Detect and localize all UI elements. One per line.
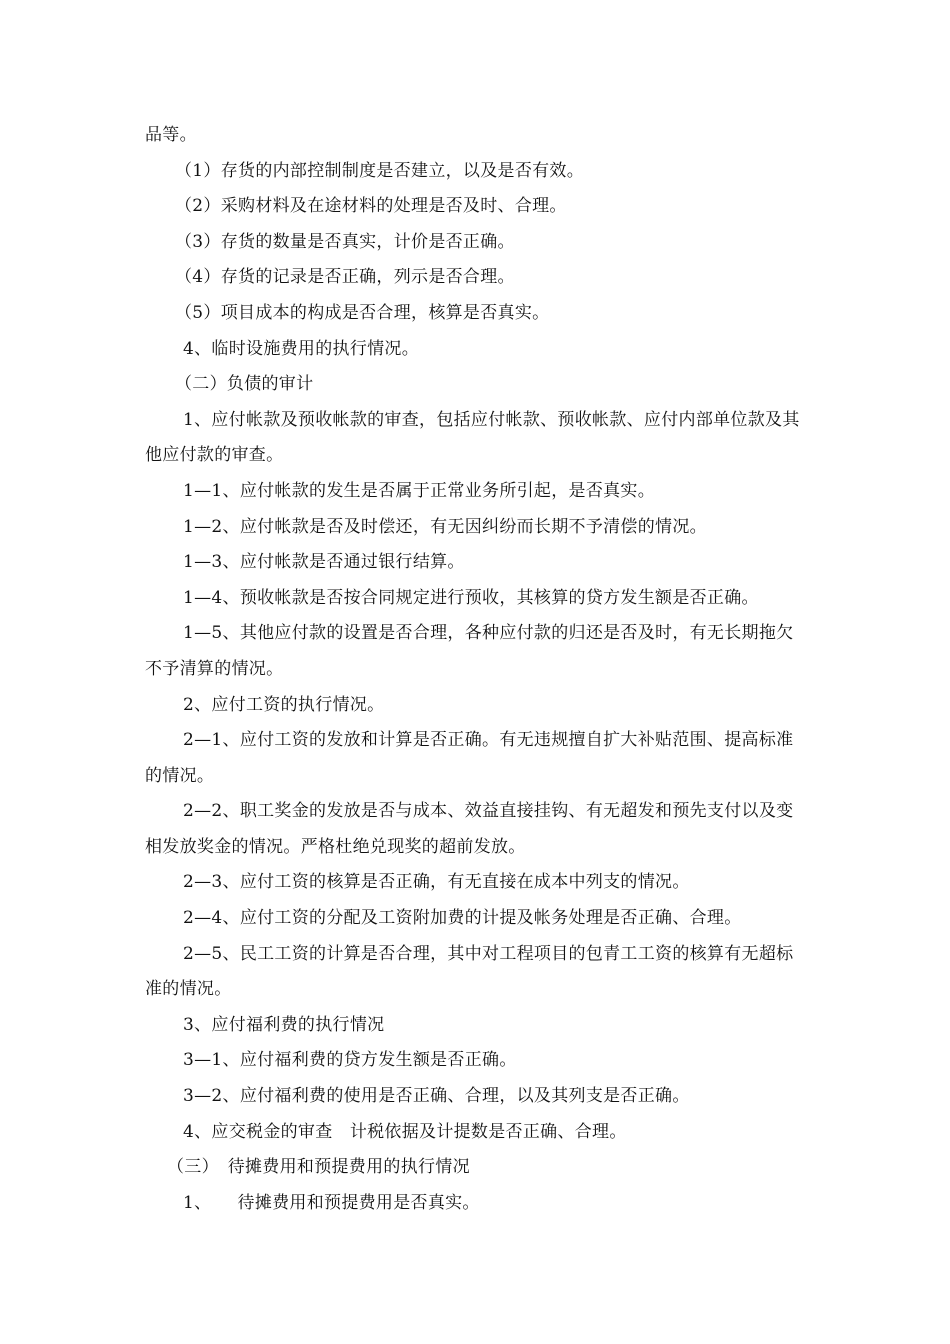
document-body — [145, 118, 810, 1221]
paragraph-14: 2、应付工资的执行情况。 — [183, 694, 385, 715]
paragraph-9: 1—1、应付帐款的发生是否属于正常业务所引起，是否真实。 — [183, 480, 656, 501]
paragraph-12: 1—4、预收帐款是否按合同规定进行预收，其核算的贷方发生额是否正确。 — [183, 587, 759, 608]
paragraph-18: 2—4、应付工资的分配及工资附加费的计提及帐务处理是否正确、合理。 — [183, 908, 742, 929]
paragraph-16: 2—2、职工奖金的发放是否与成本、效益直接挂钩、有无超发和预先支付以及变相发放奖金的情况。严格杜绝兑现奖的超前发放。 — [145, 801, 794, 857]
paragraph-2: （2）采购材料及在途材料的处理是否及时、合理。 — [175, 196, 567, 217]
paragraph-8: 1、应付帐款及预收帐款的审查，包括应付帐款、预收帐款、应付内部单位款及其他应付款的审查。 — [145, 409, 800, 466]
paragraph-6: 4、临时设施费用的执行情况。 — [183, 338, 420, 359]
paragraph-25: 1、 待摊费用和预提费用是否真实。 — [183, 1192, 480, 1213]
paragraph-13: 1—5、其他应付款的设置是否合理，各种应付款的归还是否及时，有无长期拖欠不予清算的情况。 — [145, 623, 794, 679]
paragraph-5: （5）项目成本的构成是否合理，核算是否真实。 — [175, 302, 550, 323]
paragraph-4: （4）存货的记录是否正确，列示是否合理。 — [175, 267, 515, 288]
section-heading-liabilities: （二）负债的审计 — [175, 374, 314, 395]
paragraph-15: 2—1、应付工资的发放和计算是否正确。有无违规擅自扩大补贴范围、提高标准的情况。 — [145, 730, 794, 786]
paragraph-1: （1）存货的内部控制制度是否建立，以及是否有效。 — [175, 160, 585, 181]
paragraph-21: 3—1、应付福利费的贷方发生额是否正确。 — [183, 1050, 517, 1071]
section-heading-deferred-expenses: （三） 待摊费用和预提费用的执行情况 — [167, 1157, 470, 1178]
paragraph-23: 4、应交税金的审查 计税依据及计提数是否正确、合理。 — [183, 1121, 627, 1142]
paragraph-10: 1—2、应付帐款是否及时偿还，有无因纠纷而长期不予清偿的情况。 — [183, 516, 707, 537]
paragraph-20: 3、应付福利费的执行情况 — [183, 1014, 385, 1035]
paragraph-19: 2—5、民工工资的计算是否合理，其中对工程项目的包青工工资的核算有无超标准的情况。 — [145, 943, 794, 1000]
paragraph-17: 2—3、应付工资的核算是否正确，有无直接在成本中列支的情况。 — [183, 872, 690, 893]
paragraph-22: 3—2、应付福利费的使用是否正确、合理，以及其列支是否正确。 — [183, 1086, 690, 1107]
paragraph-11: 1—3、应付帐款是否通过银行结算。 — [183, 552, 465, 573]
paragraph-0: 品等。 — [145, 125, 197, 145]
paragraph-3: （3）存货的数量是否真实，计价是否正确。 — [175, 231, 515, 252]
